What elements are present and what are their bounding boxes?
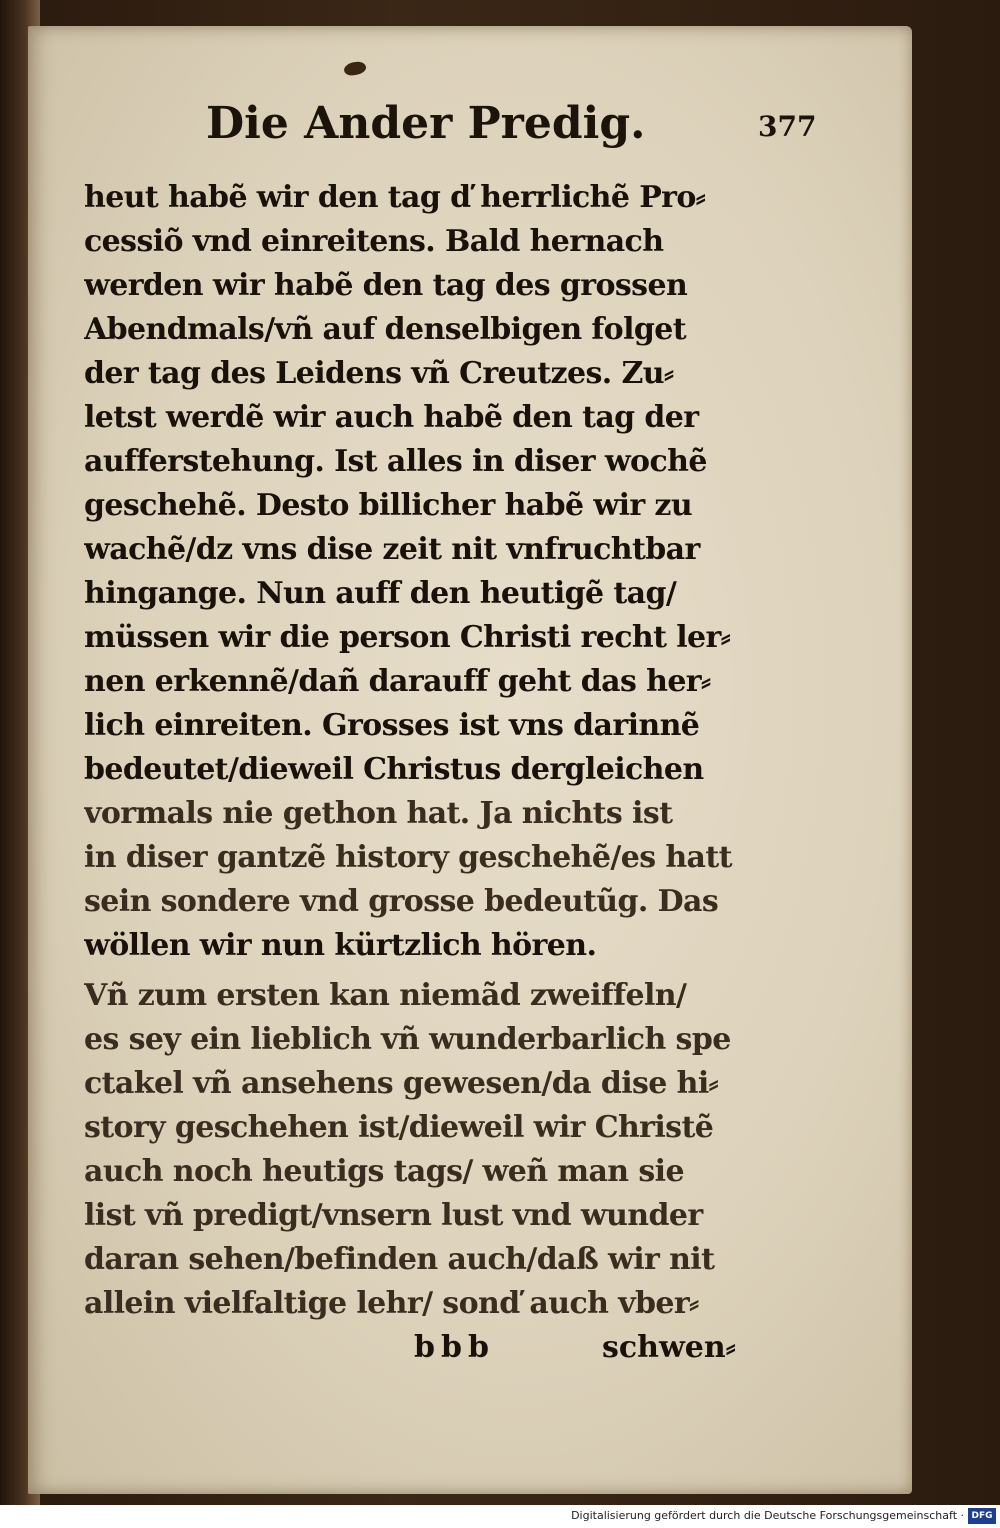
- text-line: aufferstehung. Ist alles in diser wochẽ: [84, 444, 707, 479]
- paragraph-2-line: story geschehen ist/dieweil wir Christẽ: [84, 1110, 714, 1145]
- text-line: der tag des Leidens vñ Creutzes. Zu⸗: [84, 356, 674, 391]
- text-line: cessiõ vnd einreitens. Bald hernach: [84, 224, 664, 259]
- dfg-logo-icon: DFG: [968, 1508, 996, 1524]
- text-line: geschehẽ. Desto billicher habẽ wir zu: [84, 488, 693, 523]
- book-page: [28, 26, 912, 1494]
- text-line: sein sondere vnd grosse bedeutũg. Das: [84, 884, 719, 919]
- text-line: letst werdẽ wir auch habẽ den tag der: [84, 400, 699, 435]
- text-line: wachẽ/dz vns dise zeit nit vnfruchtbar: [84, 532, 700, 567]
- paragraph-2-line: ctakel vñ ansehens gewesen/da dise hi⸗: [84, 1066, 719, 1101]
- paragraph-2-line: list vñ predigt/vnsern lust vnd wunder: [84, 1198, 703, 1233]
- paragraph-2-line: daran sehen/befinden auch/daß wir nit: [84, 1242, 715, 1277]
- paragraph-2-line: allein vielfaltige lehr/ sonď auch vber⸗: [84, 1286, 699, 1321]
- credit-bar: [0, 1505, 1000, 1528]
- text-line: wöllen wir nun kürtzlich hören.: [84, 928, 597, 963]
- text-line: Abendmals/vñ auf denselbigen folget: [84, 312, 687, 347]
- text-line: müssen wir die person Christi recht ler⸗: [84, 620, 731, 655]
- text-line: lich einreiten. Grosses ist vns darinnẽ: [84, 708, 700, 743]
- signature-mark: bbb: [414, 1330, 495, 1365]
- paragraph-2-line: es sey ein lieblich vñ wunderbarlich spe: [84, 1022, 731, 1057]
- text-line: bedeutet/dieweil Christus dergleichen: [84, 752, 704, 787]
- running-head: Die Ander Predig.: [206, 98, 646, 149]
- text-line: nen erkennẽ/dañ darauff geht das her⸗: [84, 664, 711, 699]
- text-line: vormals nie gethon hat. Ja nichts ist: [84, 796, 673, 831]
- catchword: schwen⸗: [602, 1330, 736, 1365]
- text-line: werden wir habẽ den tag des grossen: [84, 268, 688, 303]
- text-line: in diser gantzẽ history geschehẽ/es hatt: [84, 840, 732, 875]
- ink-blot: [343, 59, 368, 77]
- text-line: hingange. Nun auff den heutigẽ tag/: [84, 576, 677, 611]
- text-line: heut habẽ wir den tag ď herrlichẽ Pro⸗: [84, 180, 706, 215]
- page-footer-row: [84, 1326, 744, 1370]
- paragraph-2-line: Vñ zum ersten kan niemãd zweiffeln/: [84, 978, 687, 1013]
- text-block: [84, 176, 744, 1370]
- paragraph-2-line: auch noch heutigs tags/ weñ man sie: [84, 1154, 684, 1189]
- folio-number: 377: [758, 110, 817, 143]
- funding-credit: Digitalisierung gefördert durch die Deutsche Forschungsgemeinschaft ·: [571, 1509, 964, 1522]
